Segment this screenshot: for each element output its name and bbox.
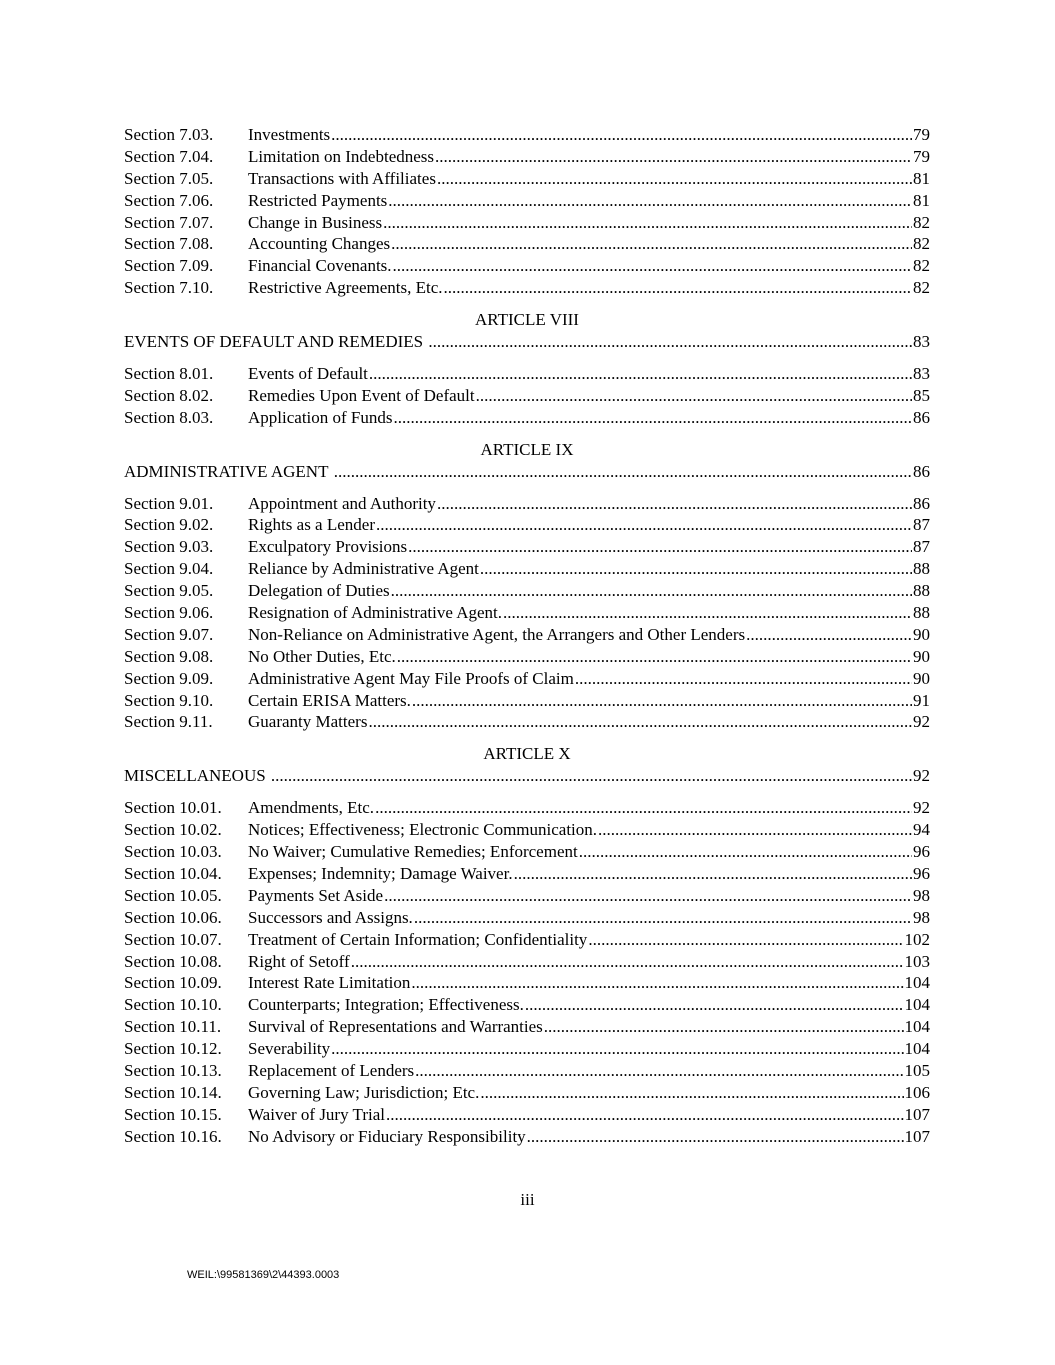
dot-leader — [383, 212, 912, 234]
toc-entry — [124, 514, 930, 536]
section-page-number: 86 — [913, 493, 930, 513]
section-number: Section 10.15. — [124, 1104, 222, 1124]
toc-entry — [124, 407, 930, 429]
dot-leader — [271, 765, 912, 787]
section-number: Section 9.09. — [124, 668, 214, 688]
section-page-number: 104 — [904, 973, 930, 993]
article-page-number: 86 — [913, 461, 930, 481]
toc-entry — [124, 863, 930, 885]
section-title: Delegation of Duties — [248, 581, 390, 601]
section-title: Administrative Agent May File Proofs of Claim — [248, 668, 574, 688]
section-page-number: 92 — [913, 712, 930, 732]
section-page-number: 85 — [913, 385, 930, 405]
dot-leader — [376, 514, 912, 536]
section-title: Remedies Upon Event of Default — [248, 385, 475, 405]
article-page-number: 83 — [913, 332, 930, 352]
article-page-number: 92 — [913, 766, 930, 786]
section-page-number: 105 — [904, 1060, 930, 1080]
dot-leader — [527, 1126, 904, 1148]
toc-entry — [124, 277, 930, 299]
section-number: Section 9.03. — [124, 537, 214, 557]
section-title: Governing Law; Jurisdiction; Etc. — [248, 1082, 480, 1102]
toc-entry — [124, 907, 930, 929]
section-title: Counterparts; Integration; Effectiveness. — [248, 995, 524, 1015]
section-title: Accounting Changes — [248, 234, 391, 254]
toc-entry — [124, 972, 930, 994]
dot-leader — [435, 146, 912, 168]
section-page-number: 88 — [913, 581, 930, 601]
section-page-number: 81 — [913, 168, 930, 188]
section-number: Section 10.13. — [124, 1060, 222, 1080]
section-title: Replacement of Lenders — [248, 1060, 415, 1080]
section-number: Section 10.11. — [124, 1017, 222, 1037]
toc-entry — [124, 929, 930, 951]
section-page-number: 90 — [913, 646, 930, 666]
dot-leader — [384, 885, 912, 907]
section-number: Section 9.07. — [124, 624, 214, 644]
section-number: Section 7.10. — [124, 278, 214, 298]
section-page-number: 82 — [913, 212, 930, 232]
spacer — [423, 331, 427, 353]
toc-entry — [124, 233, 930, 255]
section-number: Section 10.07. — [124, 929, 222, 949]
section-title: Rights as a Lender — [248, 515, 375, 535]
toc-entry — [124, 212, 930, 234]
section-title: Survival of Representations and Warranties — [248, 1017, 543, 1037]
dot-leader — [598, 819, 912, 841]
toc-entry — [124, 1038, 930, 1060]
dot-leader — [351, 951, 904, 973]
section-number: Section 9.10. — [124, 690, 214, 710]
dot-leader — [746, 624, 912, 646]
dot-leader — [391, 580, 912, 602]
toc-entry — [124, 951, 930, 973]
section-title: Reliance by Administrative Agent — [248, 559, 479, 579]
toc-entry — [124, 841, 930, 863]
dot-leader — [334, 461, 912, 483]
section-title: Events of Default — [248, 364, 368, 384]
section-title: Certain ERISA Matters. — [248, 690, 411, 710]
section-page-number: 90 — [913, 624, 930, 644]
toc-entry — [124, 363, 930, 385]
dot-leader — [393, 255, 912, 277]
section-number: Section 10.01. — [124, 798, 222, 818]
section-title: Guaranty Matters — [248, 712, 368, 732]
dot-leader — [514, 863, 912, 885]
section-page-number: 107 — [904, 1104, 930, 1124]
section-page-number: 104 — [904, 1017, 930, 1037]
article-title-entry — [124, 765, 930, 787]
article-title-entry — [124, 331, 930, 353]
toc-entry — [124, 1126, 930, 1148]
section-number: Section 7.08. — [124, 234, 214, 254]
section-title: Treatment of Certain Information; Confidentiality — [248, 929, 588, 949]
section-title: Amendments, Etc. — [248, 798, 375, 818]
dot-leader — [386, 1104, 904, 1126]
dot-leader — [503, 602, 912, 624]
dot-leader — [525, 994, 904, 1016]
section-number: Section 8.02. — [124, 385, 214, 405]
dot-leader — [428, 331, 912, 353]
toc-entry — [124, 885, 930, 907]
section-number: Section 10.06. — [124, 907, 222, 927]
section-title: Successors and Assigns. — [248, 907, 413, 927]
section-title: Notices; Effectiveness; Electronic Communication. — [248, 820, 598, 840]
section-title: Right of Setoff — [248, 951, 350, 971]
section-page-number: 82 — [913, 234, 930, 254]
toc-entry — [124, 536, 930, 558]
toc-entry — [124, 190, 930, 212]
section-page-number: 86 — [913, 407, 930, 427]
dot-leader — [476, 385, 912, 407]
section-number: Section 7.09. — [124, 256, 214, 276]
section-page-number: 104 — [904, 1039, 930, 1059]
section-number: Section 9.02. — [124, 515, 214, 535]
dot-leader — [388, 190, 912, 212]
toc-entry — [124, 1016, 930, 1038]
section-title: No Waiver; Cumulative Remedies; Enforcement — [248, 842, 578, 862]
section-title: Change in Business — [248, 212, 383, 232]
spacer — [328, 461, 332, 483]
section-number: Section 10.10. — [124, 995, 222, 1015]
toc-entry — [124, 168, 930, 190]
dot-leader — [579, 841, 912, 863]
dot-leader — [544, 1016, 904, 1038]
footer-document-id: WEIL:\99581369\2\44393.0003 — [187, 1269, 340, 1281]
section-page-number: 88 — [913, 559, 930, 579]
section-number: Section 9.11. — [124, 712, 213, 732]
dot-leader — [480, 1082, 903, 1104]
section-number: Section 7.06. — [124, 190, 214, 210]
section-number: Section 10.16. — [124, 1126, 222, 1146]
dot-leader — [414, 907, 912, 929]
section-title: Waiver of Jury Trial — [248, 1104, 385, 1124]
section-page-number: 104 — [904, 995, 930, 1015]
toc-entry — [124, 602, 930, 624]
section-page-number: 96 — [913, 842, 930, 862]
section-title: No Advisory or Fiduciary Responsibility — [248, 1126, 526, 1146]
article-heading: ARTICLE X — [483, 744, 571, 764]
article-heading: ARTICLE IX — [480, 439, 574, 459]
section-page-number: 92 — [913, 798, 930, 818]
dot-leader — [588, 929, 903, 951]
section-title: Transactions with Affiliates — [248, 168, 436, 188]
section-number: Section 9.05. — [124, 581, 214, 601]
section-number: Section 8.03. — [124, 407, 214, 427]
article-title: MISCELLANEOUS — [124, 766, 266, 786]
article-block — [124, 439, 930, 734]
section-page-number: 96 — [913, 863, 930, 883]
toc-entry — [124, 797, 930, 819]
section-page-number: 83 — [913, 364, 930, 384]
section-number: Section 7.05. — [124, 168, 214, 188]
section-title: No Other Duties, Etc. — [248, 646, 396, 666]
section-title: Appointment and Authority — [248, 493, 436, 513]
section-title: Severability — [248, 1039, 331, 1059]
article-list — [124, 309, 930, 1147]
spacer — [266, 765, 270, 787]
toc-entry — [124, 690, 930, 712]
section-number: Section 10.04. — [124, 863, 222, 883]
toc-entry — [124, 493, 930, 515]
section-number: Section 7.04. — [124, 146, 214, 166]
toc-entry — [124, 146, 930, 168]
section-title: Restrictive Agreements, Etc. — [248, 278, 443, 298]
section-page-number: 87 — [913, 537, 930, 557]
toc-entry — [124, 124, 930, 146]
section-page-number: 91 — [913, 690, 930, 710]
toc-entry — [124, 385, 930, 407]
dot-leader — [394, 407, 913, 429]
section-page-number: 103 — [904, 951, 930, 971]
toc-entry — [124, 668, 930, 690]
section-number: Section 10.05. — [124, 885, 222, 905]
article-block — [124, 743, 930, 1147]
dot-leader — [437, 168, 912, 190]
toc-entry — [124, 711, 930, 733]
section-number: Section 10.12. — [124, 1039, 222, 1059]
section-number: Section 10.14. — [124, 1082, 222, 1102]
dot-leader — [331, 1038, 903, 1060]
article-title: EVENTS OF DEFAULT AND REMEDIES — [124, 332, 424, 352]
dot-leader — [437, 493, 912, 515]
section-number: Section 9.08. — [124, 646, 214, 666]
section-page-number: 90 — [913, 668, 930, 688]
dot-leader — [444, 277, 913, 299]
toc-entry — [124, 255, 930, 277]
toc-entry — [124, 819, 930, 841]
toc-entry — [124, 558, 930, 580]
dot-leader — [575, 668, 912, 690]
toc-entry — [124, 1104, 930, 1126]
dot-leader — [411, 972, 903, 994]
dot-leader — [480, 558, 912, 580]
section-number: Section 10.09. — [124, 973, 222, 993]
section-title: Expenses; Indemnity; Damage Waiver. — [248, 863, 513, 883]
section-number: Section 9.06. — [124, 603, 214, 623]
section-title: Exculpatory Provisions — [248, 537, 408, 557]
section-title: Application of Funds — [248, 407, 393, 427]
section-number: Section 9.04. — [124, 559, 214, 579]
dot-leader — [368, 711, 912, 733]
dot-leader — [369, 363, 912, 385]
section-page-number: 98 — [913, 885, 930, 905]
section-number: Section 8.01. — [124, 364, 214, 384]
toc-entry — [124, 646, 930, 668]
section-title: Non-Reliance on Administrative Agent, the Arrangers and Other Lenders — [248, 624, 746, 644]
section-title: Resignation of Administrative Agent. — [248, 603, 503, 623]
article-heading: ARTICLE VIII — [475, 310, 579, 330]
section-title: Financial Covenants. — [248, 256, 392, 276]
section-page-number: 98 — [913, 907, 930, 927]
page-number: iii — [520, 1190, 535, 1209]
dot-leader — [412, 690, 912, 712]
section-number: Section 9.01. — [124, 493, 214, 513]
section-page-number: 87 — [913, 515, 930, 535]
toc-entry — [124, 1082, 930, 1104]
section-number: Section 10.03. — [124, 842, 222, 862]
section-title: Investments — [248, 125, 331, 144]
toc-entry — [124, 580, 930, 602]
toc-entry — [124, 624, 930, 646]
dot-leader — [331, 124, 912, 146]
article-title-entry — [124, 461, 930, 483]
section-page-number: 79 — [913, 125, 930, 144]
section-page-number: 82 — [913, 278, 930, 298]
section-page-number: 94 — [913, 820, 930, 840]
dot-leader — [375, 797, 912, 819]
section-title: Payments Set Aside — [248, 885, 384, 905]
section-page-number: 81 — [913, 190, 930, 210]
article-title: ADMINISTRATIVE AGENT — [124, 461, 329, 481]
dot-leader — [408, 536, 912, 558]
dot-leader — [397, 646, 912, 668]
article-block — [124, 309, 930, 429]
section-number: Section 7.07. — [124, 212, 214, 232]
section-page-number: 106 — [904, 1082, 930, 1102]
dot-leader — [391, 233, 912, 255]
section-list — [124, 124, 930, 299]
section-page-number: 79 — [913, 146, 930, 166]
section-title: Restricted Payments — [248, 190, 388, 210]
table-of-contents — [124, 124, 930, 1148]
toc-entry — [124, 994, 930, 1016]
section-page-number: 102 — [904, 929, 930, 949]
section-number: Section 10.08. — [124, 951, 222, 971]
dot-leader — [415, 1060, 903, 1082]
section-page-number: 82 — [913, 256, 930, 276]
section-number: Section 7.03. — [124, 125, 214, 144]
section-page-number: 88 — [913, 603, 930, 623]
section-page-number: 107 — [904, 1126, 930, 1146]
section-title: Limitation on Indebtedness — [248, 146, 435, 166]
toc-entry — [124, 1060, 930, 1082]
section-title: Interest Rate Limitation — [248, 973, 411, 993]
section-number: Section 10.02. — [124, 820, 222, 840]
